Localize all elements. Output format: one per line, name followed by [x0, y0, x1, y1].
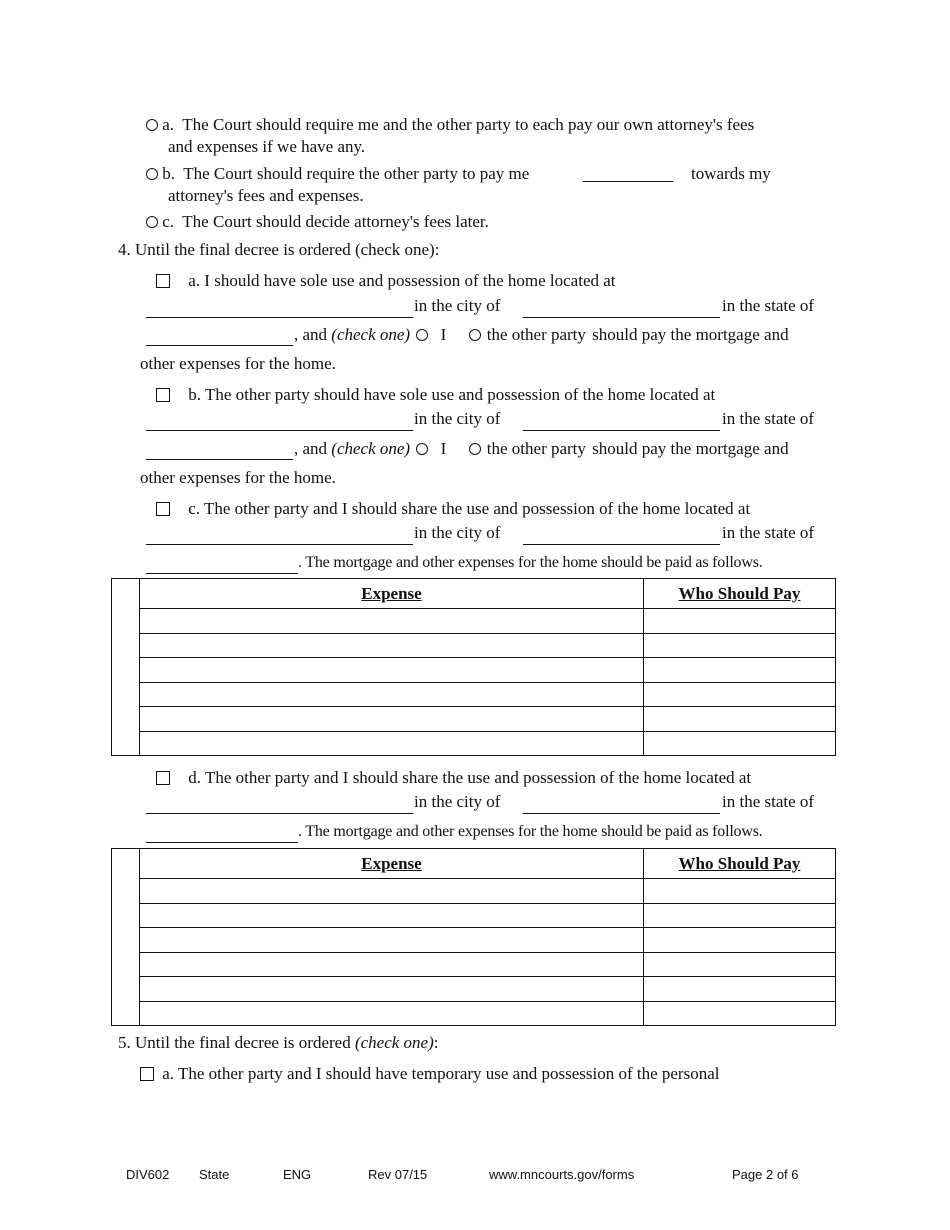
who-should-pay-header: Who Should Pay [644, 849, 836, 879]
footer-url[interactable]: www.mncourts.gov/forms [489, 1167, 635, 1182]
checkbox-4d[interactable] [156, 771, 170, 785]
city-field-4b[interactable] [523, 430, 720, 431]
state-field-4a[interactable] [146, 345, 293, 346]
who-cell[interactable] [644, 682, 836, 707]
pay-line-4b [294, 439, 789, 459]
table-row [112, 658, 836, 683]
option-4b [156, 385, 715, 405]
table-row [112, 879, 836, 904]
option-3b [146, 164, 529, 184]
table-row [112, 952, 836, 977]
state-field-4b[interactable] [146, 459, 293, 460]
who-should-pay-header: Who Should Pay [644, 579, 836, 609]
state-field-4d[interactable] [146, 842, 298, 843]
expense-cell[interactable] [140, 928, 644, 953]
radio-3b[interactable] [146, 168, 158, 180]
opt-i-4b: I [440, 439, 447, 458]
item-5-heading [118, 1033, 439, 1053]
expense-header: Expense [140, 579, 644, 609]
expense-cell[interactable] [140, 903, 644, 928]
who-cell[interactable] [644, 707, 836, 732]
option-5a-text: a. The other party and I should have temporary use and possession of the personal [162, 1064, 720, 1083]
expense-table-4d [111, 848, 836, 1026]
footer-form-id: DIV602 [126, 1167, 170, 1182]
opt-other-4b: the other party [486, 439, 586, 458]
state-label-4c: in the state of [722, 523, 815, 542]
opt-i-4a: I [440, 325, 447, 344]
option-3b-text: The Court should require the other party to pay me [183, 164, 530, 183]
amount-field[interactable] [583, 181, 673, 182]
opt-other-4a: the other party [486, 325, 586, 344]
item-4-heading: 4. Until the final decree is ordered (check one): [118, 240, 440, 259]
table-row [112, 609, 836, 634]
address-field-4d[interactable] [146, 813, 413, 814]
city-field-4d[interactable] [523, 813, 720, 814]
expense-table-4c [111, 578, 836, 756]
option-4c-text: c. The other party and I should share the use and possession of the home located at [188, 499, 751, 518]
option-4a-text: a. I should have sole use and possession of the home located at [188, 271, 616, 290]
city-label-4b: in the city of [414, 409, 501, 428]
state-label-4b: in the state of [722, 409, 815, 428]
table-side-cell [112, 849, 140, 1026]
city-field-4c[interactable] [523, 544, 720, 545]
radio-4b-other[interactable] [469, 443, 481, 455]
table-row [112, 707, 836, 732]
state-label-4a: in the state of [722, 296, 815, 315]
checkbox-4b[interactable] [156, 388, 170, 402]
and-label-4b: , and [294, 439, 328, 458]
who-cell[interactable] [644, 1001, 836, 1026]
check-one-4b: (check one) [331, 439, 411, 458]
footer-language: ENG [283, 1167, 312, 1182]
radio-4a-other[interactable] [469, 329, 481, 341]
who-cell[interactable] [644, 633, 836, 658]
city-label-4a: in the city of [414, 296, 501, 315]
city-label-4c: in the city of [414, 523, 501, 542]
checkbox-5a[interactable] [140, 1067, 154, 1081]
expense-cell[interactable] [140, 879, 644, 904]
check-one-4a: (check one) [331, 325, 411, 344]
option-3a-text: The Court should require me and the other party to each pay our own attorney's fees [182, 115, 755, 134]
state-field-4c[interactable] [146, 573, 298, 574]
expense-cell[interactable] [140, 731, 644, 756]
other-exp-4b: other expenses for the home. [140, 468, 336, 487]
table-row [112, 928, 836, 953]
item-5-check-one: (check one) [354, 1033, 434, 1052]
paid-follows-4c: . The mortgage and other expenses for the home should be paid as follows. [298, 554, 763, 571]
option-3b-prefix: b. [162, 164, 175, 183]
option-4a [156, 271, 616, 291]
state-label-4d: in the state of [722, 792, 815, 811]
expense-cell[interactable] [140, 633, 644, 658]
radio-3a[interactable] [146, 119, 158, 131]
option-3c-text: The Court should decide attorney's fees later. [182, 212, 489, 231]
expense-cell[interactable] [140, 977, 644, 1002]
address-field-4a[interactable] [146, 317, 413, 318]
table-side-cell [112, 579, 140, 756]
address-field-4c[interactable] [146, 544, 413, 545]
option-4d [156, 768, 751, 788]
expense-cell[interactable] [140, 609, 644, 634]
radio-4b-i[interactable] [416, 443, 428, 455]
table-row [112, 682, 836, 707]
expense-cell[interactable] [140, 682, 644, 707]
who-cell[interactable] [644, 977, 836, 1002]
who-cell[interactable] [644, 903, 836, 928]
option-4d-text: d. The other party and I should share the use and possession of the home located at [188, 768, 752, 787]
paid-follows-4d: . The mortgage and other expenses for the home should be paid as follows. [298, 823, 763, 840]
option-3b-line2: attorney's fees and expenses. [168, 186, 364, 205]
who-cell[interactable] [644, 731, 836, 756]
pay-text-4b: should pay the mortgage and [592, 439, 789, 458]
option-3a-prefix: a. [162, 115, 175, 134]
option-3c-prefix: c. [162, 212, 175, 231]
checkbox-4a[interactable] [156, 274, 170, 288]
expense-cell[interactable] [140, 1001, 644, 1026]
pay-line-4a [294, 325, 789, 345]
city-field-4a[interactable] [523, 317, 720, 318]
expense-cell[interactable] [140, 707, 644, 732]
option-4c [156, 499, 750, 519]
who-cell[interactable] [644, 609, 836, 634]
expense-cell[interactable] [140, 952, 644, 977]
who-cell[interactable] [644, 658, 836, 683]
who-cell[interactable] [644, 879, 836, 904]
table-row [112, 1001, 836, 1026]
table-row [112, 903, 836, 928]
who-cell[interactable] [644, 952, 836, 977]
option-5a [140, 1064, 719, 1084]
option-3a-line2: and expenses if we have any. [168, 137, 366, 156]
item-5-colon: : [433, 1033, 439, 1052]
expense-header: Expense [140, 849, 644, 879]
table-row [112, 633, 836, 658]
who-cell[interactable] [644, 928, 836, 953]
other-exp-4a: other expenses for the home. [140, 354, 336, 373]
option-4b-text: b. The other party should have sole use and possession of the home located at [188, 385, 716, 404]
footer-page-number: Page 2 of 6 [732, 1167, 799, 1182]
pay-text-4a: should pay the mortgage and [592, 325, 789, 344]
footer-state: State [199, 1167, 230, 1182]
city-label-4d: in the city of [414, 792, 501, 811]
radio-4a-i[interactable] [416, 329, 428, 341]
expense-cell[interactable] [140, 658, 644, 683]
footer-revision: Rev 07/15 [368, 1167, 428, 1182]
option-3b-tail: towards my [691, 164, 771, 183]
table-row [112, 731, 836, 756]
and-label-4a: , and [294, 325, 328, 344]
radio-3c[interactable] [146, 216, 158, 228]
address-field-4b[interactable] [146, 430, 413, 431]
item-5-heading-text: 5. Until the final decree is ordered [118, 1033, 355, 1052]
option-3c [146, 212, 489, 232]
option-3a [146, 115, 754, 135]
table-row [112, 977, 836, 1002]
checkbox-4c[interactable] [156, 502, 170, 516]
